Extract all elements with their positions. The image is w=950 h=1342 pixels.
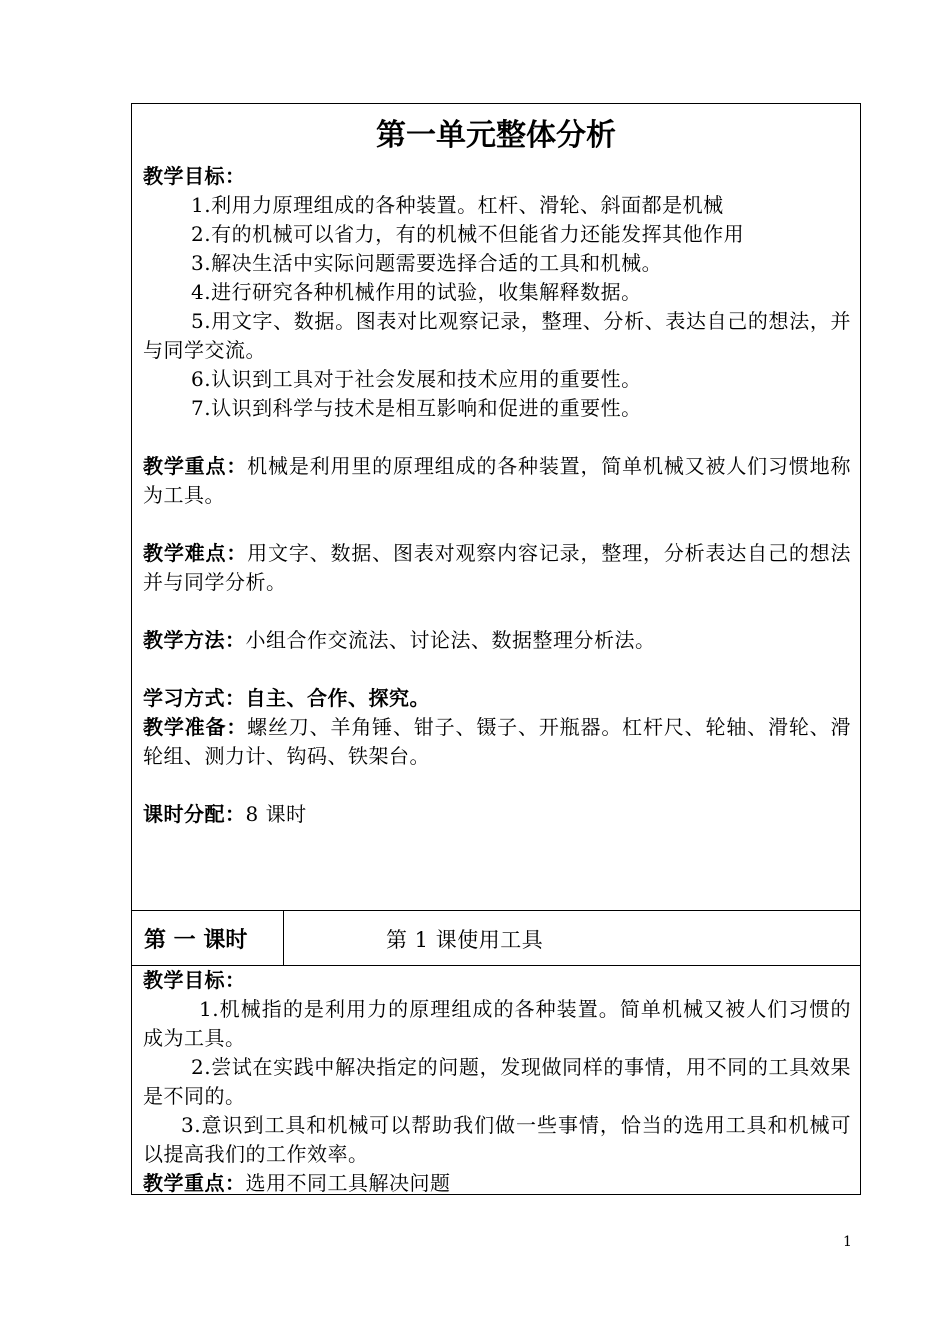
methods-text: 小组合作交流法、讨论法、数据整理分析法。 (245, 628, 656, 652)
difficulties-paragraph (143, 539, 851, 597)
objective-item: 7.认识到科学与技术是相互影响和促进的重要性。 (191, 396, 642, 420)
lesson-objectives-label: 教学目标： (143, 968, 246, 992)
unit-analysis-section (132, 104, 860, 911)
lesson-header-row (132, 911, 860, 966)
objective-item: 2.有的机械可以省力，有的机械不但能省力还能发挥其他作用 (191, 222, 745, 246)
objective-item: 4.进行研究各种机械作用的试验，收集解释数据。 (191, 280, 642, 304)
difficulties-text: 用文字、数据、图表对观察内容记录，整理，分析表达自己的想法并与同学分析。 (143, 541, 852, 594)
objective-item: 6.认识到工具对于社会发展和技术应用的重要性。 (191, 367, 642, 391)
prep-text: 螺丝刀、羊角锤、钳子、镊子、开瓶器。杠杆尺、轮轴、滑轮、滑轮组、测力计、钩码、铁架台。 (143, 715, 852, 768)
lesson-key-points-label: 教学重点： (143, 1171, 246, 1195)
lesson-title: 第 1 课使用工具 (386, 928, 544, 952)
unit-analysis-content (143, 162, 851, 829)
difficulties-label: 教学难点： (143, 541, 248, 565)
page-title: 第一单元整体分析 (376, 118, 616, 153)
objective-item: 5.用文字、数据。图表对比观察记录，整理、分析、表达自己的想法，并与同学交流。 (143, 309, 851, 362)
lesson-objective-item: 2.尝试在实践中解决指定的问题，发现做同样的事情，用不同的工具效果是不同的。 (143, 1055, 851, 1108)
learning-label: 学习方式： (143, 686, 246, 710)
methods-paragraph (143, 626, 851, 655)
hours-paragraph (143, 800, 851, 829)
prep-label: 教学准备： (143, 715, 248, 739)
methods-label: 教学方法： (143, 628, 246, 652)
lesson-key-points-paragraph (143, 1169, 851, 1198)
lesson-content (143, 966, 851, 1198)
lesson-objective-item: 3.意识到工具和机械可以帮助我们做一些事情，恰当的选用工具和机械可以提高我们的工作效率。 (143, 1113, 851, 1166)
period-label: 第 一 课时 (144, 928, 248, 953)
page-number: 1 (843, 1234, 852, 1250)
objective-item: 3.解决生活中实际问题需要选择合适的工具和机械。 (191, 251, 663, 275)
period-cell (132, 911, 284, 965)
objectives-label: 教学目标： (143, 164, 246, 188)
objectives-heading (143, 162, 851, 191)
lesson-plan-table (131, 103, 861, 1195)
hours-text: 8 课时 (245, 802, 307, 826)
lesson-key-points-text: 选用不同工具解决问题 (245, 1171, 451, 1195)
key-points-label: 教学重点： (143, 454, 248, 478)
lesson-objectives-heading (143, 966, 851, 995)
prep-paragraph (143, 713, 851, 771)
learning-text: 自主、合作、探究。 (245, 686, 430, 710)
learning-paragraph (143, 684, 851, 713)
key-points-text: 机械是利用里的原理组成的各种装置，简单机械又被人们习惯地称为工具。 (143, 454, 852, 507)
objective-item: 1.利用力原理组成的各种装置。杠杆、滑轮、斜面都是机械 (191, 193, 724, 217)
hours-label: 课时分配： (143, 802, 246, 826)
key-points-paragraph (143, 452, 851, 510)
lesson-objective-item: 1.机械指的是利用力的原理组成的各种装置。简单机械又被人们习惯的成为工具。 (143, 997, 851, 1050)
